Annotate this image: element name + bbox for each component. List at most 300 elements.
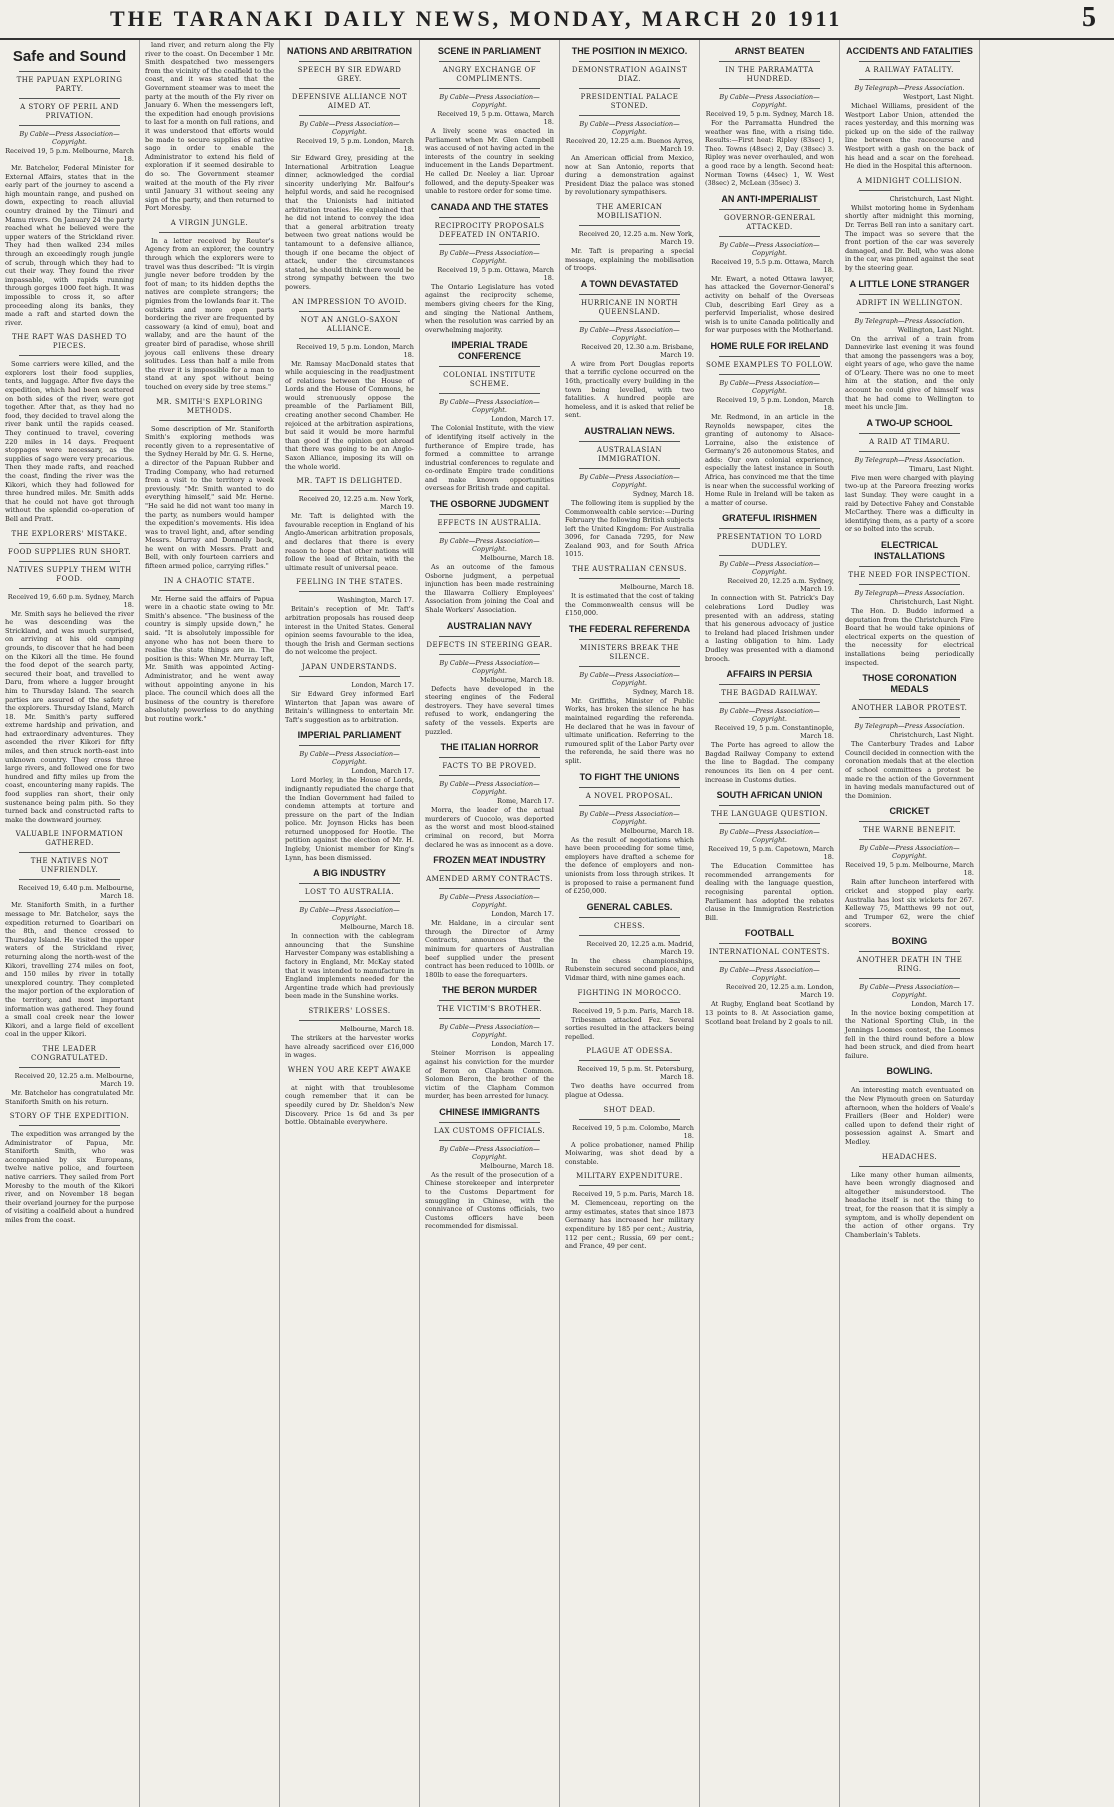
newspaper-columns bbox=[0, 40, 1114, 1807]
divider-rule bbox=[579, 88, 680, 89]
article bbox=[565, 1106, 694, 1167]
divider-rule bbox=[159, 590, 260, 591]
body-text: A wire from Port Douglas reports that a terrific cyclone occurred on the 16th, practically every building in the town being levelled, with two fatalities. A hundred people are homeless, and it is asked that relief be sent. bbox=[565, 359, 694, 420]
article bbox=[845, 936, 974, 1061]
body-text: The following item is supplied by the Commonwealth cable service:—During February the following British subjects left the United Kingdom: For Australia 3096, for Canada 7295, for New Zealand 903, and for South Africa 1015. bbox=[565, 498, 694, 559]
subhead: THE AUSTRALIAN CENSUS. bbox=[572, 565, 687, 574]
byline: By Cable—Press Association—Copyright. bbox=[439, 398, 540, 415]
divider-rule bbox=[19, 98, 120, 99]
dateline: Melbourne, March 18. bbox=[620, 826, 694, 835]
subhead: PLAGUE AT ODESSA. bbox=[586, 1047, 673, 1056]
body-text: For the Parramatta Hundred the weather was fine, with a rising tide. Results:—First heat: Ripley (83sec) 1, Theo. Towns (48sec) 2, Day (38sec) 3. Ripley was never overhauled, and won a good race by a length. Second heat: Norman Towns (44sec) 1, W. West (38sec) 2, McLean (35sec) 3. bbox=[705, 119, 834, 188]
divider-rule bbox=[579, 115, 680, 116]
divider-rule bbox=[859, 61, 960, 62]
article bbox=[705, 669, 834, 784]
subhead: ADRIFT IN WELLINGTON. bbox=[856, 298, 963, 307]
subhead: RECIPROCITY PROPOSALS DEFEATED IN ONTARIO. bbox=[434, 221, 545, 239]
body-text: Michael Williams, president of the Westport Labor Union, attended the races yesterday, and this morning was picked up on the side of the railway line between the racecourse and Westport with a gash on the back of his head and a scar on the forehead. He died in the Hospital this afternoon. bbox=[845, 102, 974, 171]
article bbox=[145, 398, 274, 571]
divider-rule bbox=[19, 1125, 120, 1126]
byline: By Cable—Press Association—Copyright. bbox=[719, 93, 820, 109]
byline: By Cable—Press Association—Copyright. bbox=[719, 828, 820, 845]
subhead: HEADACHES. bbox=[881, 1152, 938, 1161]
divider-rule bbox=[299, 88, 400, 89]
headline: THE BERON MURDER bbox=[441, 985, 537, 996]
headline: ARNST BEATEN bbox=[734, 46, 805, 56]
divider-rule bbox=[299, 338, 400, 339]
subhead: A STORY OF PERIL AND PRIVATION. bbox=[20, 103, 119, 120]
headline: IMPERIAL TRADE CONFERENCE bbox=[451, 340, 528, 362]
article bbox=[5, 333, 134, 523]
body-text: A lively scene was enacted in Parliament when Mr. Glen Campbell was accused of not having acted in the interests of the country in seeking inducement in the Lands Department. He called Dr. Neeley a liar. Uproar followed, and the deputy-Speaker was unable to restore order for some time. bbox=[425, 127, 554, 196]
byline: By Cable—Press Association—Copyright. bbox=[299, 750, 400, 767]
divider-rule bbox=[19, 71, 120, 72]
headline: AUSTRALIAN NEWS. bbox=[584, 425, 675, 436]
article bbox=[565, 203, 694, 273]
byline: By Telegraph—Press Association. bbox=[854, 722, 965, 731]
body-text: Mr. Batchelor, Federal Minister for External Affairs, states that in the early part of the journey to ascend a high mountain range, and pushed on down, expecting to reach alluvial country drained by the Tiimuri and Mamu rivers. On January 24 the party reached what he believed were the upper waters of the Strickland river. They had then walked 234 miles through an exceedingly rough jungle of scrub, through which they had to cut their way. They found the river impassable, with rapids running through gorges 1000 feet high. It was impossible to cross it, so after proceeding along its banks, they made a raft and started down the river. bbox=[5, 164, 134, 327]
page-number: 5 bbox=[1082, 2, 1096, 33]
column-2 bbox=[140, 40, 280, 1807]
article bbox=[285, 730, 414, 862]
byline: By Cable—Press Association—Copyright. bbox=[579, 670, 680, 687]
dateline: Received 19, 5 p.m. Capetown, March 18. bbox=[708, 845, 834, 862]
divider-rule bbox=[439, 366, 540, 367]
divider-rule bbox=[439, 88, 540, 89]
divider-rule bbox=[439, 393, 540, 394]
body-text: Some description of Mr. Staniforth Smith's exploring methods was recently given to a representative of the Sydney Herald by Mr. G. S. Herne, a director of the Papuan Rubber and Trading Company, who had returned from a visit to the territory a week previously. "Mr. Smith wanted to do everything himself," said Mr. Herne. "He said he did not want too many in the party, as numbers would hamper the expedition's movements. His idea was to travel light, and, after sending Messrs. Murray and Donnelly back, he went on with Messrs. Pratt and Bell, with only fourteen carriers and fifteen armed police, carrying rifles." bbox=[145, 424, 274, 571]
dateline: Received 20, 12.25 a.m. Buenos Ayres, March 19. bbox=[565, 137, 694, 153]
divider-rule bbox=[299, 901, 400, 902]
subhead: A MIDNIGHT COLLISION. bbox=[856, 176, 963, 185]
subhead: ANGRY EXCHANGE OF COMPLIMENTS. bbox=[442, 66, 537, 83]
divider-rule bbox=[859, 294, 960, 295]
dateline: London, March 17. bbox=[351, 767, 414, 776]
divider-rule bbox=[579, 666, 680, 667]
divider-rule bbox=[439, 61, 540, 62]
dateline: Received 19, 5 p.m. London, March 18. bbox=[296, 137, 414, 153]
body-text: An American official from Mexico, now at San Antonio, reports that during a demonstration against President Diaz the palace was stoned by revolutionary sympathisers. bbox=[565, 154, 694, 197]
divider-rule bbox=[579, 1119, 680, 1120]
divider-rule bbox=[19, 355, 120, 356]
divider-rule bbox=[859, 1166, 960, 1167]
body-text: land river, and return along the Fly river to the coast. On December 1 Mr. Smith despatched two messengers from the vicinity of the coalfield to the coast, and it was stated that the Government steamer was to meet the party at the mouth of the Fly river on January 6. When the messengers left, the expedition had enough provisions to last for a month on full rations, and it was understood that efforts would be made to secure supplies of native sago in order to enable the Administrator to extend his field of exploration if it seemed desirable to do so. The Government steamer waited at the mouth of the Fly river until January 31 without seeing any sign of the party, and then returned to Port Moresby. bbox=[145, 41, 274, 213]
article bbox=[285, 1066, 414, 1127]
dateline: London, March 17. bbox=[491, 415, 554, 424]
body-text: An interesting match eventuated on the New Plymouth green on Saturday afternoon, when the holders of Veale's Fraillers (Beer and Holder) were called upon to defend their right of possession against A. Smart and Medley. bbox=[845, 1086, 974, 1146]
divider-rule bbox=[859, 839, 960, 840]
article bbox=[5, 48, 134, 327]
article bbox=[565, 772, 694, 896]
divider-rule bbox=[439, 636, 540, 637]
subhead: CHESS. bbox=[613, 921, 645, 930]
article bbox=[565, 902, 694, 983]
subhead: STRIKERS' LOSSES. bbox=[308, 1007, 391, 1015]
divider-rule bbox=[859, 978, 960, 979]
article bbox=[425, 499, 554, 615]
subhead: DEFENSIVE ALLIANCE NOT AIMED AT. bbox=[291, 93, 408, 110]
body-text: Mr. Taft is delighted with the favourable reception in England of his Anglo-American arbitration proposals, and declares that there is every reason to hope that other nations will follow the lead of Britain, with the ultimate result of universal peace. bbox=[285, 512, 414, 572]
subhead: STORY OF THE EXPEDITION. bbox=[9, 1112, 130, 1121]
body-text: The Colonial Institute, with the view of identifying itself actively in the furtherance of Empire trade, has formed a committee to arrange industrial conferences to regulate and co-ordinate Empire trade conditions and make known opportunities overseas for British trade and capital. bbox=[425, 424, 554, 493]
headline: CANADA AND THE STATES bbox=[430, 201, 549, 212]
headline: FOOTBALL bbox=[745, 928, 794, 939]
body-text: In connection with St. Patrick's Day celebrations Lord Dudley was presented with an address, stating that his generous advocacy of justice to Ireland had placed Irishmen under a lasting obligation to him. Lady Dudley was presented with a diamond brooch. bbox=[705, 594, 834, 663]
dateline: Sydney, March 18. bbox=[632, 687, 694, 696]
article bbox=[845, 1153, 974, 1240]
subhead: IN A CHAOTIC STATE. bbox=[164, 576, 255, 585]
byline: By Cable—Press Association—Copyright. bbox=[579, 472, 680, 489]
byline: By Cable—Press Association—Copyright. bbox=[439, 248, 540, 265]
divider-rule bbox=[579, 441, 680, 442]
dateline: Received 19, 5 p.m. Sydney, March 18. bbox=[705, 110, 834, 118]
body-text: In the chess championships, Rubenstein secured second place, and Vidmar third, with nine games each. bbox=[565, 956, 694, 982]
headline: THE OSBORNE JUDGMENT bbox=[429, 499, 549, 510]
subhead: AN IMPRESSION TO AVOID. bbox=[292, 297, 407, 306]
divider-rule bbox=[859, 79, 960, 80]
subhead: VALUABLE INFORMATION GATHERED. bbox=[15, 830, 124, 848]
article bbox=[565, 565, 694, 618]
column-6 bbox=[700, 40, 840, 1807]
headline: CHINESE IMMIGRANTS bbox=[439, 1106, 540, 1117]
divider-rule bbox=[579, 1185, 680, 1186]
byline: By Cable—Press Association—Copyright. bbox=[719, 707, 820, 724]
divider-rule bbox=[19, 561, 120, 562]
dateline: Received 19, 6.60 p.m. Sydney, March 18. bbox=[7, 592, 134, 609]
subhead: THE RAFT WAS DASHED TO PIECES. bbox=[11, 333, 128, 351]
byline: By Cable—Press Association—Copyright. bbox=[579, 325, 680, 342]
divider-rule bbox=[719, 209, 820, 210]
divider-rule bbox=[719, 356, 820, 357]
divider-rule bbox=[719, 805, 820, 806]
headline: ELECTRICAL INSTALLATIONS bbox=[874, 540, 945, 561]
body-text: A police probationer, named Philip Moiwaring, was shot dead by a constable. bbox=[565, 1140, 694, 1166]
dateline: Sydney, March 18. bbox=[632, 489, 694, 498]
divider-rule bbox=[719, 684, 820, 685]
subhead: MILITARY EXPENDITURE. bbox=[576, 1172, 683, 1181]
divider-rule bbox=[299, 745, 400, 746]
article bbox=[425, 855, 554, 979]
body-text: Mr. Haldane, in a circular sent through the Director of Army Contracts, announces that the minimum for quarters of Australian beef supplied under the present contract has been reduced to 100lb. or 180lb to ease the forequarters. bbox=[425, 919, 554, 979]
divider-rule bbox=[299, 591, 400, 592]
subhead: THE WARNE BENEFIT. bbox=[863, 826, 956, 835]
subhead: THE EXPLORERS' MISTAKE. bbox=[11, 529, 128, 538]
divider-rule bbox=[579, 225, 680, 226]
dateline: Received 20, 12.25 a.m. New York, March 19. bbox=[298, 495, 414, 512]
subhead: DEFECTS IN STEERING GEAR. bbox=[426, 640, 553, 649]
body-text: Morra, the leader of the actual murderers of Cuocolo, was deported as the worst and most blood-stained criminal on record, but Morra declared he was as innocent as a dove. bbox=[425, 806, 554, 849]
divider-rule bbox=[719, 528, 820, 529]
column-5 bbox=[560, 40, 700, 1807]
divider-rule bbox=[859, 1081, 960, 1082]
body-text: The Canterbury Trades and Labor Council decided in connection with the coronation medals that at the election of school committees a protest be made re the action of the Government in having medals manufactured out of the Dominion. bbox=[845, 740, 974, 800]
divider-rule bbox=[299, 883, 400, 884]
byline: By Cable—Press Association—Copyright. bbox=[439, 93, 540, 109]
newspaper-title: THE TARANAKI DAILY NEWS, MONDAY, MARCH 20 1911 bbox=[110, 6, 843, 31]
dateline: Received 19, 5 p.m. Ottawa, March 18. bbox=[437, 110, 554, 126]
headline: GRATEFUL IRISHMEN bbox=[722, 513, 817, 524]
subhead: A NOVEL PROPOSAL. bbox=[585, 791, 674, 800]
body-text: In the novice boxing competition at the National Sporting Club, in the Jennings Loomes contest, the Loomes fell in the third round before a blow had been struck, and died from heart failure. bbox=[845, 1008, 974, 1060]
byline: By Cable—Press Association—Copyright. bbox=[439, 780, 540, 797]
body-text: On the arrival of a train from Dannevirke last evening it was found that among the passengers was a boy, eight years of age, who gave the name of O'Leary. There was no one to meet him at the station, and the only account he could give of himself was that he had come to Wellington to meet his uncle Jim. bbox=[845, 334, 974, 412]
headline: FROZEN MEAT INDUSTRY bbox=[433, 855, 546, 866]
subhead: GOVERNOR-GENERAL ATTACKED. bbox=[723, 213, 816, 231]
article bbox=[425, 621, 554, 737]
divider-rule bbox=[439, 244, 540, 245]
article bbox=[565, 1047, 694, 1099]
subhead: EFFECTS IN AUSTRALIA. bbox=[437, 519, 542, 528]
article bbox=[425, 46, 554, 196]
body-text: In a letter received by Reuter's Agency from an explorer, the country through which the explorers were to travel was thus described: "It is virgin jungle never before trodden by the foot of man; to its hidden depths the natives are complete strangers; the pigmies from the lowlands fear it. The outskirts and more open parts bordering the river are frequented by cassowary (a kind of emu), boat and wallaby, and are the haunt of the greater bird of paradise, whose shrill joyous call enlivens these dreary solitudes. Less than half a mile from the river it is impossible for a man to stand at any spot without being touched on every side by tree stems." bbox=[145, 236, 274, 391]
subhead: THE AMERICAN MOBILISATION. bbox=[596, 202, 663, 220]
body-text: Mr. Taft is preparing a special message, explaining the mobilisation of troops. bbox=[565, 246, 694, 273]
divider-rule bbox=[579, 1002, 680, 1003]
divider-rule bbox=[719, 555, 820, 556]
divider-rule bbox=[299, 1020, 400, 1021]
article bbox=[565, 46, 694, 197]
body-text: The Porte has agreed to allow the Bagdad Railway Company to extend the line to Bagdad. The company renounces its lien on 4 per cent. increase in Customs duties. bbox=[705, 741, 834, 784]
divider-rule bbox=[579, 321, 680, 322]
dateline: Melbourne, March 18. bbox=[480, 554, 554, 563]
dateline: Melbourne, March 18. bbox=[340, 923, 414, 932]
divider-rule bbox=[439, 870, 540, 871]
headline: THE FEDERAL REFERENDA bbox=[568, 623, 691, 634]
subhead: LOST TO AUSTRALIA. bbox=[304, 888, 395, 897]
dateline: Christchurch, Last Night. bbox=[889, 598, 974, 606]
byline: By Cable—Press Association—Copyright. bbox=[19, 130, 120, 146]
headline: THOSE CORONATION MEDALS bbox=[862, 673, 957, 695]
dateline: Received 19, 6.40 p.m. Melbourne, March 18. bbox=[18, 884, 134, 901]
column-1 bbox=[0, 40, 140, 1807]
subhead: THE LANGUAGE QUESTION. bbox=[711, 810, 828, 819]
divider-rule bbox=[579, 61, 680, 62]
divider-rule bbox=[579, 805, 680, 806]
article bbox=[565, 624, 694, 766]
dateline: Received 20, 12.25 a.m. New York, March 19. bbox=[578, 229, 694, 246]
headline: THE POSITION IN MEXICO. bbox=[571, 46, 688, 56]
subhead: THE NATIVES NOT UNFRIENDLY. bbox=[30, 857, 109, 875]
dateline: Received 19, 5 p.m. Ottawa, March 18. bbox=[437, 265, 554, 282]
article bbox=[845, 1066, 974, 1146]
dateline: Received 20, 12.25 a.m. Sydney, March 19. bbox=[727, 577, 834, 594]
dateline: Received 19, 5 p.m. Colombo, March 18. bbox=[572, 1123, 694, 1140]
divider-rule bbox=[439, 1018, 540, 1019]
subhead: SHOT DEAD. bbox=[603, 1105, 656, 1114]
article bbox=[285, 46, 414, 292]
article bbox=[565, 279, 694, 420]
divider-rule bbox=[19, 1067, 120, 1068]
article bbox=[425, 985, 554, 1101]
article bbox=[285, 477, 414, 572]
body-text: Some carriers were killed, and the explorers lost their food supplies, tents, and luggage. After five days the expedition, which had been scattered on both sides of the river, were got together. After that, as they had no food, they decided to travel along the river bank until the rapids ceased. They continued to travel, covering 220 miles in 14 days. Frequent stoppages were necessary, as the supplies of sago were very precarious. Then they made rafts, and reached the coast, finding the river was the Kikori, which they had followed for three hundred miles. Mr. Smith adds that he could not have got through without the splendid co-operation of Bell and Pratt. bbox=[5, 360, 134, 523]
subhead: THE LEADER CONGRATULATED. bbox=[30, 1044, 108, 1062]
headline: A BIG INDUSTRY bbox=[313, 868, 386, 879]
subhead: NATIVES SUPPLY THEM WITH FOOD. bbox=[7, 565, 132, 583]
body-text: Defects have developed in the steering engines of the Federal destroyers. They have several times refused to work, endangering the safety of the vessels. Experts are puzzled. bbox=[425, 684, 554, 736]
body-text: Mr. Ewart, a noted Ottawa lawyer, has attacked the Governor-General's activity on behalf of the Overseas Club, describing Earl Grey as a perfervid Imperialist, whose desired wish is to unite Canada politically and for war purposes with the Motherland. bbox=[705, 274, 834, 335]
dateline: Received 19, 5 p.m. St. Petersburg, March 18. bbox=[577, 1065, 694, 1082]
byline: By Cable—Press Association—Copyright. bbox=[299, 120, 400, 136]
article bbox=[705, 341, 834, 508]
byline: By Cable—Press Association—Copyright. bbox=[579, 120, 680, 136]
subhead: NOT AN ANGLO-SAXON ALLIANCE. bbox=[300, 315, 399, 333]
subhead: DEMONSTRATION AGAINST DIAZ. bbox=[571, 66, 688, 83]
divider-rule bbox=[579, 578, 680, 579]
dateline: Received 20, 12.25 a.m. London, March 19. bbox=[725, 983, 834, 1000]
divider-rule bbox=[439, 757, 540, 758]
headline: AUSTRALIAN NAVY bbox=[446, 620, 533, 631]
divider-rule bbox=[859, 312, 960, 313]
subhead: INTERNATIONAL CONTESTS. bbox=[709, 948, 830, 957]
subhead: SPEECH BY SIR EDWARD GREY. bbox=[297, 66, 402, 83]
divider-rule bbox=[719, 943, 820, 944]
subhead: A VIRGIN JUNGLE. bbox=[170, 218, 249, 227]
headline: AFFAIRS IN PERSIA bbox=[726, 669, 813, 680]
headline: HOME RULE FOR IRELAND bbox=[710, 340, 829, 351]
article bbox=[425, 340, 554, 493]
article bbox=[705, 928, 834, 1026]
column-3 bbox=[280, 40, 420, 1807]
byline: By Cable—Press Association—Copyright. bbox=[439, 1023, 540, 1040]
dateline: Melbourne, March 18. bbox=[480, 675, 554, 684]
divider-rule bbox=[579, 935, 680, 936]
body-text: Mr. Smith says he believed the river he was descending was the Strickland, and was much surprised, on arriving at his old camping grounds, to discover that he had been on the Kikori all the time. He found the food depot of the search party, secured their boat, and travelled to Daru, from where a lugger brought him to Thursday Island. The search parties are assured of the safety of the explorers. Thursday Island, March 18. Mr. Smith's party suffered extreme hardship and privation, and had extraordinary adventures. They ascended the river Kikori for fifty miles, and then struck north-east into unknown country. They cross three large rivers, and followed one for two hundred and fifty miles up from the coast, encountering many rapids. The food supplies ran short, their only sustenance being palm pith. So they turned back and constructed rafts to make the downward journey. bbox=[5, 609, 134, 824]
article bbox=[285, 1007, 414, 1060]
article bbox=[425, 742, 554, 849]
subhead: WHEN YOU ARE KEPT AWAKE bbox=[287, 1065, 412, 1074]
headline: SCENE IN PARLIAMENT bbox=[437, 46, 542, 56]
divider-rule bbox=[299, 115, 400, 116]
byline: By Telegraph—Press Association. bbox=[854, 84, 965, 92]
divider-rule bbox=[19, 852, 120, 853]
divider-rule bbox=[19, 125, 120, 126]
body-text: As the result of the prosecution of a Chinese storekeeper and interpreter to the Customs Department for smuggling in Chinese, with the connivance of Customs officials, two Customs officers have been recommended for dismissal. bbox=[425, 1170, 554, 1231]
dateline: Westport, Last Night. bbox=[903, 93, 974, 101]
byline: By Cable—Press Association—Copyright. bbox=[579, 809, 680, 826]
article bbox=[5, 530, 134, 825]
body-text: Mr. Staniforth Smith, in a further message to Mr. Batchelor, says the expedition returned to Goaribari on the 8th, and thence crossed to Thursday Island. He visited the upper waters of the Strickland river, returning along the north-west of the Kikori, travelling 274 miles on foot, and 150 miles by river in totally unexplored country. They completed the major portion of the exploration of the territory, and most important information was gathered. They found a small coal creek near the lower Kikori, and a large field of excellent coal in the upper Kikori. bbox=[5, 901, 134, 1039]
article bbox=[845, 46, 974, 171]
subhead: A RAID AT TIMARU. bbox=[869, 437, 950, 446]
divider-rule bbox=[719, 61, 820, 62]
article bbox=[145, 219, 274, 392]
divider-rule bbox=[579, 639, 680, 640]
headline: A TWO-UP SCHOOL bbox=[866, 417, 953, 428]
divider-rule bbox=[299, 490, 400, 491]
subhead: PRESIDENTIAL PALACE STONED. bbox=[580, 93, 679, 110]
divider-rule bbox=[159, 232, 260, 233]
divider-rule bbox=[719, 88, 820, 89]
subhead: SOME EXAMPLES TO FOLLOW. bbox=[705, 360, 834, 369]
article bbox=[285, 663, 414, 724]
divider-rule bbox=[439, 654, 540, 655]
byline: By Cable—Press Association—Copyright. bbox=[719, 378, 820, 395]
subhead: FIGHTING IN MOROCCO. bbox=[577, 988, 682, 997]
subhead: THE BAGDAD RAILWAY. bbox=[721, 689, 818, 698]
headline: BOXING bbox=[891, 935, 928, 946]
dateline: Melbourne, March 18. bbox=[340, 1025, 414, 1033]
byline: By Cable—Press Association—Copyright. bbox=[439, 537, 540, 554]
subhead: JAPAN UNDERSTANDS. bbox=[302, 662, 397, 671]
divider-rule bbox=[439, 775, 540, 776]
dateline: Washington, March 17. bbox=[337, 596, 414, 605]
byline: By Cable—Press Association—Copyright. bbox=[719, 240, 820, 257]
divider-rule bbox=[439, 532, 540, 533]
body-text: As the result of negotiations which have been proceeding for some time, employers have drafted a scheme for the defence of employers and non-unionists from loss through strikes. It is proposed to raise a permanent fund of £250,000. bbox=[565, 835, 694, 896]
dateline: London, March 17. bbox=[491, 1040, 554, 1049]
headline: AN ANTI-IMPERIALIST bbox=[721, 193, 818, 204]
article bbox=[845, 279, 974, 412]
divider-rule bbox=[859, 566, 960, 567]
article bbox=[705, 790, 834, 922]
byline: By Cable—Press Association—Copyright. bbox=[439, 893, 540, 910]
divider-rule bbox=[159, 420, 260, 421]
divider-rule bbox=[859, 433, 960, 434]
body-text: Mr. Redmond, in an article in the Reynolds newspaper, cites the granting of autonomy to Alsace-Lorraine, also the existence of Germany's 26 autonomous States, and adds: Our own colonial experience, especially the latest instance in South Africa, has convinced me that the time is near when the successful working of Home Rule in Ireland will be taken as a matter of course. bbox=[705, 412, 834, 507]
divider-rule bbox=[719, 823, 820, 824]
dateline: Received 19, 5.5 p.m. Ottawa, March 18. bbox=[711, 257, 834, 274]
dateline: Rome, March 17. bbox=[497, 797, 554, 806]
article bbox=[845, 540, 974, 667]
divider-rule bbox=[579, 917, 680, 918]
byline: By Telegraph—Press Association. bbox=[854, 455, 965, 464]
body-text: Mr. Griffiths, Minister of Public Works, has broken the silence he has maintained regarding the referenda. He declared that he was in favour of ultimate unification. Referring to the rumoured split of the Labor Party over the referenda, he said there was no split. bbox=[565, 696, 694, 765]
body-text: Mr. Herne said the affairs of Papua were in a chaotic state owing to Mr. Smith's absence. "The business of the country is simply upside down," he said. "It is absolutely impossible for anyone who has not been there to realise the state things are in. The position is this: When Mr. Murray left, Mr. Smith was appointed Acting-Administrator, and he went away without appointing anyone in his place. The council which does all the business of the country is therefore absolutely powerless to do anything but routine work." bbox=[145, 594, 274, 723]
subhead: FACTS TO BE PROVED. bbox=[442, 762, 537, 771]
body-text: Mr. Batchelor has congratulated Mr. Staniforth Smith on his return. bbox=[5, 1088, 134, 1106]
headline: CRICKET bbox=[889, 806, 930, 817]
byline: By Cable—Press Association—Copyright. bbox=[719, 966, 820, 983]
divider-rule bbox=[579, 1060, 680, 1061]
dateline: Received 20, 12.25 a.m. Melbourne, March 19. bbox=[14, 1071, 134, 1088]
body-text: Steiner Morrison is appealing against his conviction for the murder of Beron on Clapham Common. Solomon Beron, the brother of the victim of the Clapham Common murder, has been arrested for lunacy. bbox=[425, 1049, 554, 1101]
article bbox=[845, 673, 974, 800]
article bbox=[565, 1172, 694, 1251]
divider-rule bbox=[719, 374, 820, 375]
subhead: MR. TAFT IS DELIGHTED. bbox=[296, 477, 403, 486]
body-text: Five men were charged with playing two-up at the Pareora freezing works last Sunday. They were caught in a raid by Detective Fahey and Constable McCarthey. There was a difficulty in identifying them, as a party of a score or so bolted into the scrub. bbox=[845, 473, 974, 534]
article bbox=[145, 577, 274, 724]
dateline: Melbourne, March 18. bbox=[480, 1161, 554, 1170]
column-4 bbox=[420, 40, 560, 1807]
article bbox=[5, 1045, 134, 1106]
article bbox=[5, 830, 134, 1039]
dateline: Received 19, 5 p.m. Paris, March 18. bbox=[572, 1190, 694, 1199]
divider-rule bbox=[859, 584, 960, 585]
dateline: London, March 17. bbox=[911, 999, 974, 1008]
headline: ACCIDENTS AND FATALITIES bbox=[846, 46, 973, 56]
subhead: A RAILWAY FATALITY. bbox=[865, 66, 954, 74]
body-text: Lord Morley, in the House of Lords, indignantly repudiated the charge that the Indian Government had failed to condemn attempts at torture and pressure on the part of the Indian police. Mr. Joynson Hicks has been returned unopposed for Hootle. The petition against the election of Mr. H. Ingleby, Unionist member for King's Lynn, has been dismissed. bbox=[285, 776, 414, 862]
body-text: The Ontario Legislature has voted against the reciprocity scheme, members giving cheers for the King, and singing the National Anthem, when the resolution was carried by an overwhelming majority. bbox=[425, 282, 554, 334]
headline: SOUTH AFRICAN UNION bbox=[716, 790, 823, 801]
divider-rule bbox=[719, 236, 820, 237]
divider-rule bbox=[299, 311, 400, 312]
divider-rule bbox=[299, 1079, 400, 1080]
divider-rule bbox=[19, 879, 120, 880]
dateline: Received 19, 5 p.m. Melbourne, March 18. bbox=[5, 147, 134, 163]
headline: BOWLING. bbox=[886, 1066, 933, 1077]
dateline: Received 19, 5 p.m. London, March 18. bbox=[296, 342, 414, 359]
dateline: Wellington, Last Night. bbox=[897, 325, 974, 334]
headline: Safe and Sound bbox=[12, 48, 127, 65]
body-text: The Education Committee has recommended arrangements for dealing with the language question, recognising parental option. Parliament has adopted the rebates clause in the Immigration Restriction Bill. bbox=[705, 862, 834, 922]
article bbox=[285, 298, 414, 472]
body-text: Britain's reception of Mr. Taft's arbitration proposals has roused deep interest in the United States. General opinion seems favourable to the idea, though the Irish and German sections do not welcome the project. bbox=[285, 605, 414, 657]
divider-rule bbox=[859, 451, 960, 452]
subhead: THE NEED FOR INSPECTION. bbox=[848, 571, 971, 579]
